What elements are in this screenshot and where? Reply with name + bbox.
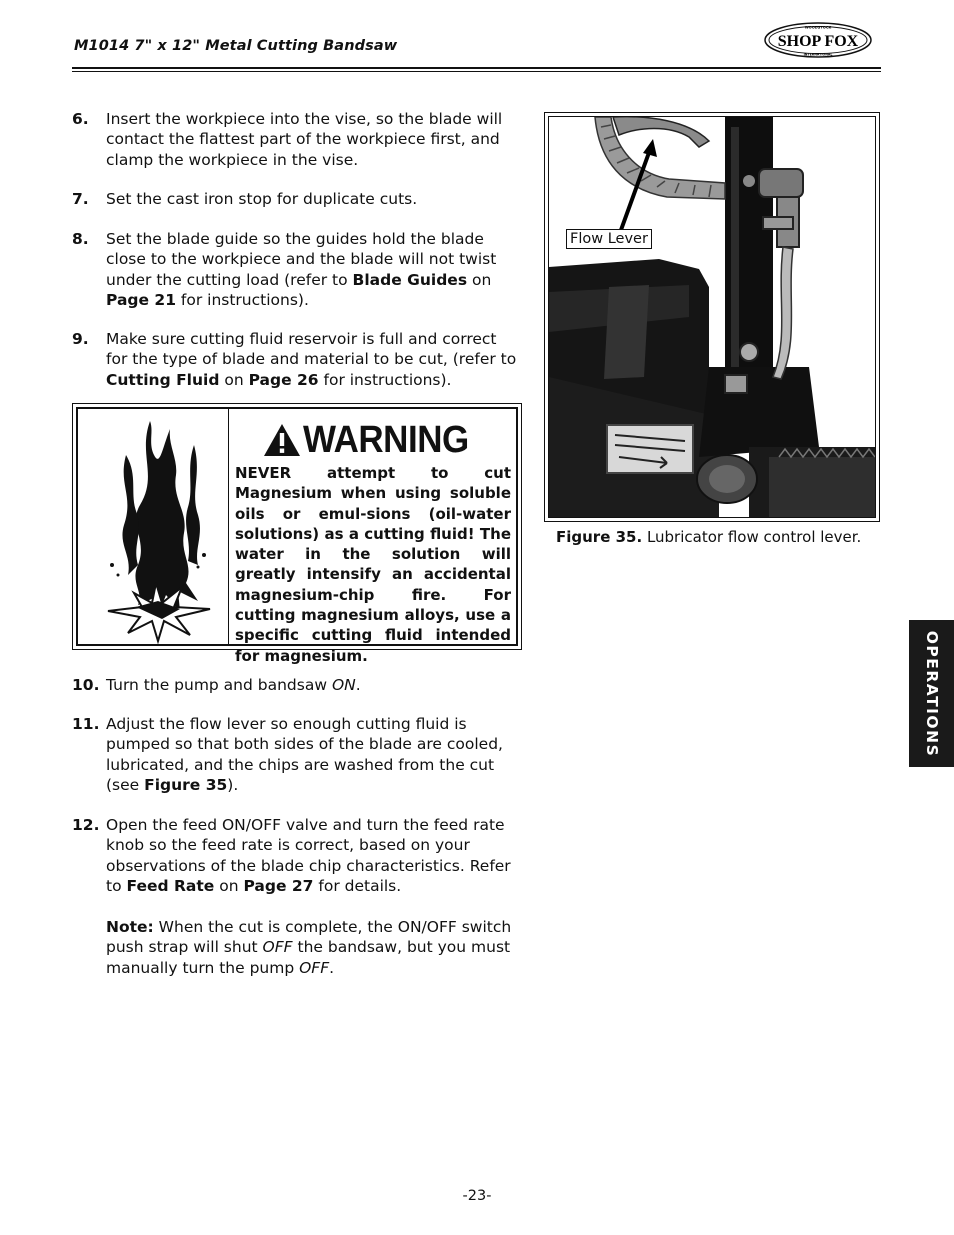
bold-reference: Cutting Fluid bbox=[106, 370, 220, 389]
step-number: 11. bbox=[72, 715, 100, 733]
bold-reference: Page 26 bbox=[248, 370, 319, 389]
emphasis-text: OFF bbox=[262, 938, 293, 957]
emphasis-text: OFF bbox=[299, 958, 330, 977]
bold-reference: Page 21 bbox=[106, 291, 176, 310]
figure-35-frame bbox=[544, 112, 880, 522]
warning-divider bbox=[228, 409, 229, 644]
section-tab-label: OPERATIONS bbox=[922, 630, 941, 757]
body-text: for details. bbox=[313, 877, 402, 896]
body-text: on bbox=[219, 370, 249, 389]
logo-bottom-arc: INTERNATIONAL bbox=[803, 52, 833, 57]
step-text bbox=[106, 714, 522, 796]
step-note bbox=[72, 917, 522, 978]
body-text: Turn the pump and bandsaw bbox=[106, 676, 332, 694]
step-text bbox=[106, 189, 522, 209]
step-text bbox=[106, 229, 522, 311]
step-text bbox=[106, 815, 522, 897]
body-text: . bbox=[329, 958, 335, 977]
step-8 bbox=[72, 229, 522, 311]
warning-body: NEVER attempt to cut Magnesium when using soluble oils or emul-sions (oil-water solutions) as a cutting fluid! The water in the solution will greatly intensify an accidental magnesium-chip fire. For cutting magnesium alloys, use a specific cutting fluid intended for magnesium. bbox=[235, 464, 511, 665]
header-rule bbox=[72, 67, 881, 69]
body-text: Make sure cutting fluid reservoir is full and correct for the type of blade and material to be cut, (refer to bbox=[106, 330, 517, 369]
emphasis-text: ON bbox=[331, 676, 356, 694]
step-number: 10. bbox=[72, 676, 100, 694]
step-text bbox=[106, 329, 522, 390]
step-10 bbox=[72, 675, 522, 695]
body-text: . bbox=[355, 676, 361, 694]
body-text: Set the blade guide so the guides hold the blade close to the workpiece and the blade will not twist under the cutting load (refer to bbox=[106, 230, 497, 289]
step-number: 6. bbox=[72, 110, 89, 128]
step-number: 9. bbox=[72, 330, 89, 348]
body-text: Open the feed ON/OFF valve and turn the feed rate knob so the feed rate is correct, based on your observations of the blade chip characteristics. Refer to bbox=[106, 816, 511, 896]
warning-heading bbox=[263, 421, 483, 459]
body-text: on bbox=[214, 877, 244, 896]
logo-text: SHOP FOX bbox=[777, 33, 859, 50]
body-text: Set the cast iron stop for duplicate cuts. bbox=[106, 190, 418, 208]
section-tab-operations bbox=[909, 620, 954, 767]
warning-box bbox=[72, 403, 522, 665]
document-title: M1014 7" x 12" Metal Cutting Bandsaw bbox=[74, 38, 398, 54]
step-number: 7. bbox=[72, 190, 89, 208]
bold-reference: Note: bbox=[106, 918, 154, 936]
figure-caption-text: Lubricator flow control lever. bbox=[642, 528, 862, 546]
body-text: Insert the workpiece into the vise, so the blade will contact the flattest part of the workpiece first, and clamp the workpiece in the vise. bbox=[106, 110, 503, 169]
step-9 bbox=[72, 329, 522, 390]
body-text: for instructions). bbox=[318, 370, 452, 389]
lubricator-photo bbox=[548, 116, 876, 518]
step-11 bbox=[72, 714, 522, 796]
figure-caption bbox=[556, 528, 861, 546]
magnesium-fire-icon bbox=[98, 415, 218, 645]
step-text bbox=[106, 675, 522, 695]
step-number: 8. bbox=[72, 230, 89, 248]
step-12 bbox=[72, 815, 522, 897]
logo-top-arc: WOODSTOCK bbox=[804, 25, 832, 30]
figure-caption-label: Figure 35. bbox=[556, 528, 643, 546]
warning-box-inner bbox=[76, 407, 518, 665]
shop-fox-logo bbox=[764, 22, 872, 58]
warning-heading-text: WARNING bbox=[303, 419, 469, 461]
bold-reference: Feed Rate bbox=[126, 877, 215, 896]
body-text: the bandsaw, but you must manually turn the pump bbox=[106, 938, 511, 977]
step-text bbox=[106, 109, 522, 170]
lubricator-illustration bbox=[549, 117, 875, 517]
body-text: for instructions). bbox=[175, 291, 309, 310]
body-text: ). bbox=[227, 776, 239, 795]
bold-reference: Figure 35 bbox=[144, 776, 228, 795]
flow-lever-callout: Flow Lever bbox=[566, 229, 652, 249]
step-7 bbox=[72, 189, 522, 209]
body-text: When the cut is complete, the ON/OFF switch push strap will shut bbox=[106, 918, 512, 957]
header-rule-thin bbox=[72, 71, 881, 72]
body-text: Adjust the flow lever so enough cutting fluid is pumped so that both sides of the blade are cooled, lubricated, and the chips are washed from the cut (see bbox=[106, 715, 503, 795]
bold-reference: Blade Guides bbox=[352, 270, 468, 289]
page-number: -23- bbox=[462, 1188, 492, 1204]
bold-reference: Page 27 bbox=[243, 877, 314, 896]
step-number: 12. bbox=[72, 816, 100, 834]
warning-triangle-icon bbox=[263, 423, 301, 457]
step-6 bbox=[72, 109, 522, 170]
body-text: on bbox=[467, 270, 492, 289]
note-text bbox=[106, 917, 522, 978]
